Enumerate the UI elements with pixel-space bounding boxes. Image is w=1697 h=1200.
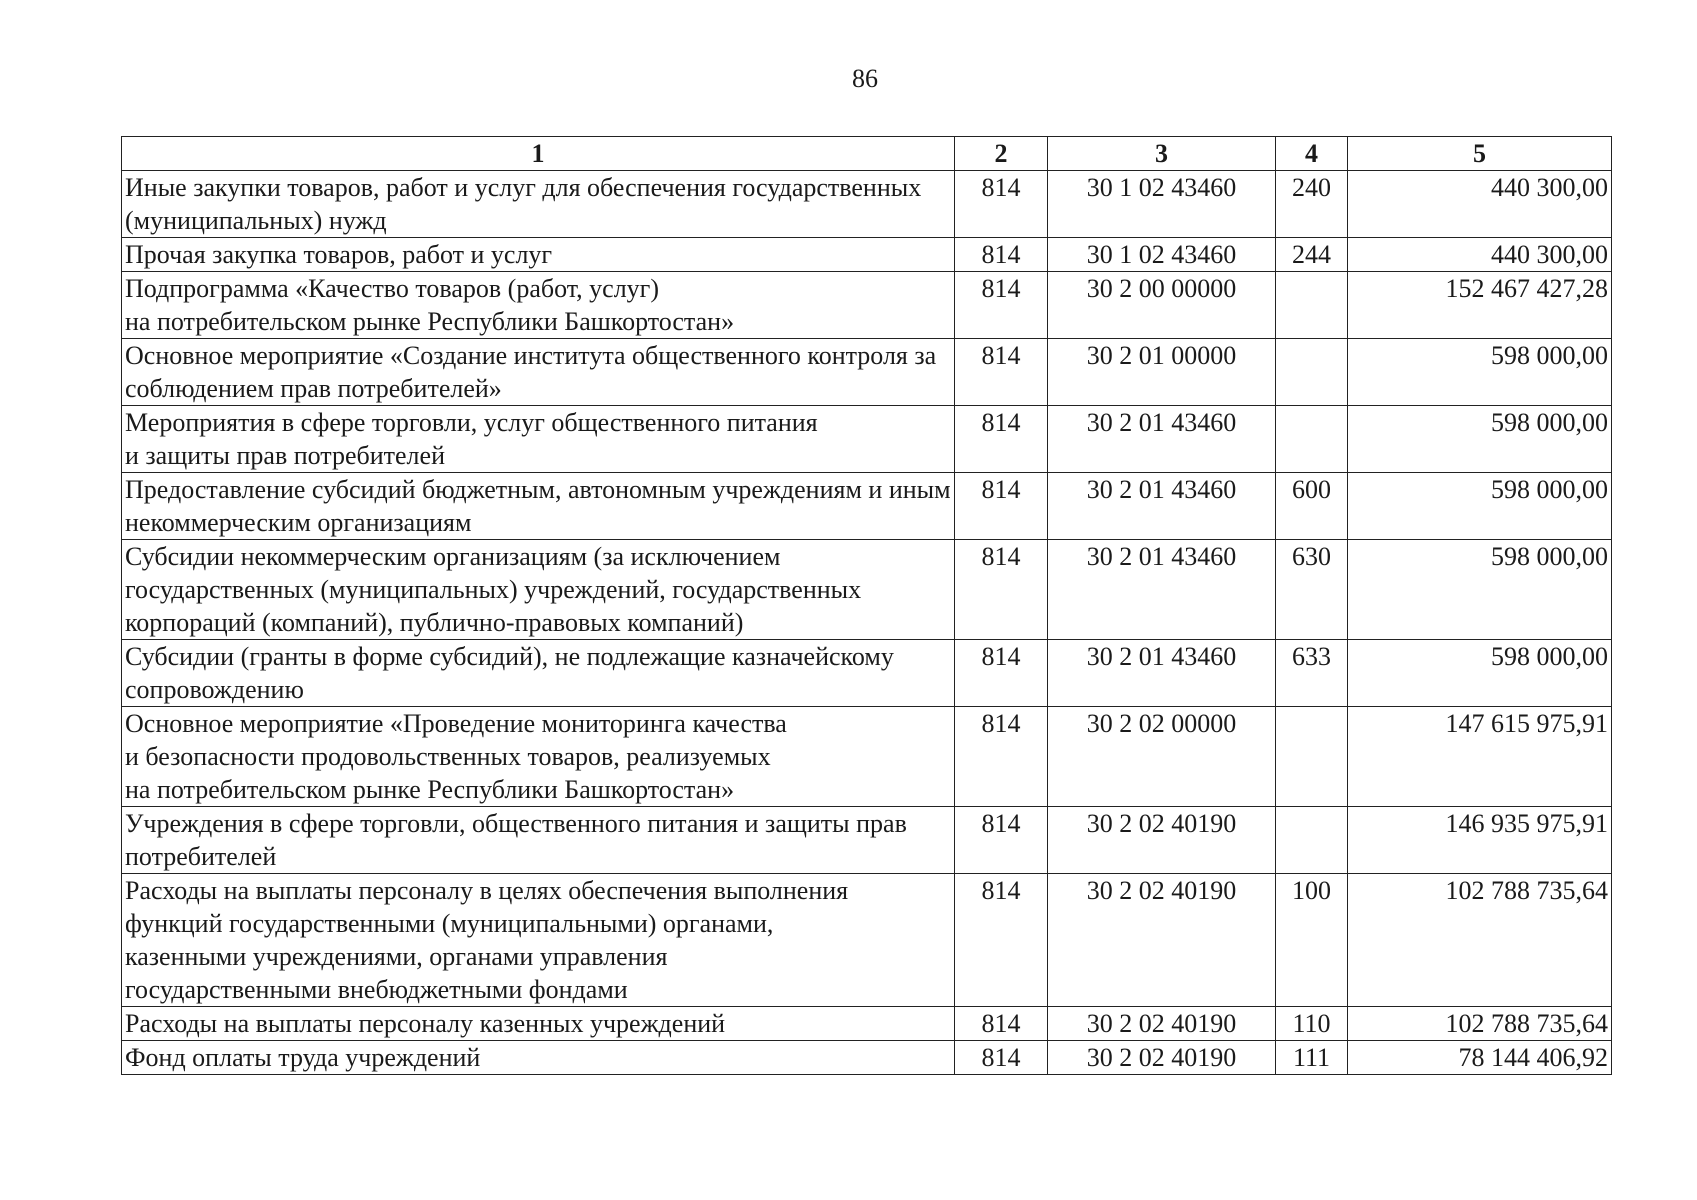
table-row xyxy=(122,406,1612,473)
department-code-cell: 814 xyxy=(955,171,1048,238)
item-name-cell: Мероприятия в сфере торговли, услуг общественного питания и защиты прав потребителей xyxy=(122,406,955,473)
department-code-cell: 814 xyxy=(955,707,1048,807)
target-article-cell: 30 2 01 00000 xyxy=(1048,339,1276,406)
table-header-row xyxy=(122,137,1612,171)
table-row xyxy=(122,874,1612,1007)
target-article-cell: 30 1 02 43460 xyxy=(1048,238,1276,272)
target-article-cell: 30 2 02 40190 xyxy=(1048,1041,1276,1075)
column-header: 3 xyxy=(1048,137,1276,171)
expense-type-cell: 244 xyxy=(1276,238,1348,272)
amount-cell: 102 788 735,64 xyxy=(1348,874,1612,1007)
table-row xyxy=(122,171,1612,238)
item-name-cell: Подпрограмма «Качество товаров (работ, услуг) на потребительском рынке Республики Башкортостан» xyxy=(122,272,955,339)
department-code-cell: 814 xyxy=(955,406,1048,473)
amount-cell: 598 000,00 xyxy=(1348,473,1612,540)
column-header: 1 xyxy=(122,137,955,171)
table-row xyxy=(122,540,1612,640)
department-code-cell: 814 xyxy=(955,1007,1048,1041)
column-header: 2 xyxy=(955,137,1048,171)
table-row xyxy=(122,238,1612,272)
target-article-cell: 30 2 02 40190 xyxy=(1048,874,1276,1007)
amount-cell: 146 935 975,91 xyxy=(1348,807,1612,874)
target-article-cell: 30 2 02 40190 xyxy=(1048,807,1276,874)
item-name-cell: Учреждения в сфере торговли, общественного питания и защиты прав потребителей xyxy=(122,807,955,874)
target-article-cell: 30 1 02 43460 xyxy=(1048,171,1276,238)
amount-cell: 147 615 975,91 xyxy=(1348,707,1612,807)
target-article-cell: 30 2 00 00000 xyxy=(1048,272,1276,339)
department-code-cell: 814 xyxy=(955,807,1048,874)
table-row xyxy=(122,807,1612,874)
target-article-cell: 30 2 02 00000 xyxy=(1048,707,1276,807)
expense-type-cell: 111 xyxy=(1276,1041,1348,1075)
expense-type-cell: 240 xyxy=(1276,171,1348,238)
target-article-cell: 30 2 02 40190 xyxy=(1048,1007,1276,1041)
table-row xyxy=(122,272,1612,339)
amount-cell: 598 000,00 xyxy=(1348,339,1612,406)
target-article-cell: 30 2 01 43460 xyxy=(1048,640,1276,707)
amount-cell: 598 000,00 xyxy=(1348,406,1612,473)
department-code-cell: 814 xyxy=(955,1041,1048,1075)
budget-table xyxy=(121,136,1612,1075)
table-row xyxy=(122,707,1612,807)
item-name-cell: Предоставление субсидий бюджетным, автономным учреждениям и иным некоммерческим организациям xyxy=(122,473,955,540)
department-code-cell: 814 xyxy=(955,339,1048,406)
department-code-cell: 814 xyxy=(955,238,1048,272)
expense-type-cell: 630 xyxy=(1276,540,1348,640)
item-name-cell: Субсидии (гранты в форме субсидий), не подлежащие казначейскому сопровождению xyxy=(122,640,955,707)
column-header: 5 xyxy=(1348,137,1612,171)
amount-cell: 152 467 427,28 xyxy=(1348,272,1612,339)
department-code-cell: 814 xyxy=(955,540,1048,640)
column-header: 4 xyxy=(1276,137,1348,171)
expense-type-cell xyxy=(1276,807,1348,874)
table-row xyxy=(122,1007,1612,1041)
page-number: 86 xyxy=(852,64,878,93)
expense-type-cell: 110 xyxy=(1276,1007,1348,1041)
item-name-cell: Расходы на выплаты персоналу в целях обеспечения выполнения функций государственными (муниципальными) органами, казенными учреждениями, органами управления государственными внебюджетными фондами xyxy=(122,874,955,1007)
table-row xyxy=(122,339,1612,406)
amount-cell: 440 300,00 xyxy=(1348,171,1612,238)
amount-cell: 78 144 406,92 xyxy=(1348,1041,1612,1075)
amount-cell: 102 788 735,64 xyxy=(1348,1007,1612,1041)
item-name-cell: Фонд оплаты труда учреждений xyxy=(122,1041,955,1075)
target-article-cell: 30 2 01 43460 xyxy=(1048,473,1276,540)
item-name-cell: Основное мероприятие «Проведение мониторинга качества и безопасности продовольственных товаров, реализуемых на потребительском рынке Республики Башкортостан» xyxy=(122,707,955,807)
department-code-cell: 814 xyxy=(955,272,1048,339)
table-row xyxy=(122,640,1612,707)
target-article-cell: 30 2 01 43460 xyxy=(1048,540,1276,640)
expense-type-cell: 100 xyxy=(1276,874,1348,1007)
expense-type-cell: 600 xyxy=(1276,473,1348,540)
item-name-cell: Прочая закупка товаров, работ и услуг xyxy=(122,238,955,272)
department-code-cell: 814 xyxy=(955,473,1048,540)
expense-type-cell xyxy=(1276,339,1348,406)
table-row xyxy=(122,1041,1612,1075)
amount-cell: 598 000,00 xyxy=(1348,540,1612,640)
expense-type-cell xyxy=(1276,707,1348,807)
expense-type-cell: 633 xyxy=(1276,640,1348,707)
item-name-cell: Основное мероприятие «Создание института общественного контроля за соблюдением прав потребителей» xyxy=(122,339,955,406)
amount-cell: 598 000,00 xyxy=(1348,640,1612,707)
target-article-cell: 30 2 01 43460 xyxy=(1048,406,1276,473)
department-code-cell: 814 xyxy=(955,640,1048,707)
expense-type-cell xyxy=(1276,272,1348,339)
amount-cell: 440 300,00 xyxy=(1348,238,1612,272)
table-row xyxy=(122,473,1612,540)
expense-type-cell xyxy=(1276,406,1348,473)
item-name-cell: Иные закупки товаров, работ и услуг для обеспечения государственных (муниципальных) нужд xyxy=(122,171,955,238)
department-code-cell: 814 xyxy=(955,874,1048,1007)
item-name-cell: Субсидии некоммерческим организациям (за исключением государственных (муниципальных) учреждений, государственных корпораций (компаний), публично-правовых компаний) xyxy=(122,540,955,640)
item-name-cell: Расходы на выплаты персоналу казенных учреждений xyxy=(122,1007,955,1041)
